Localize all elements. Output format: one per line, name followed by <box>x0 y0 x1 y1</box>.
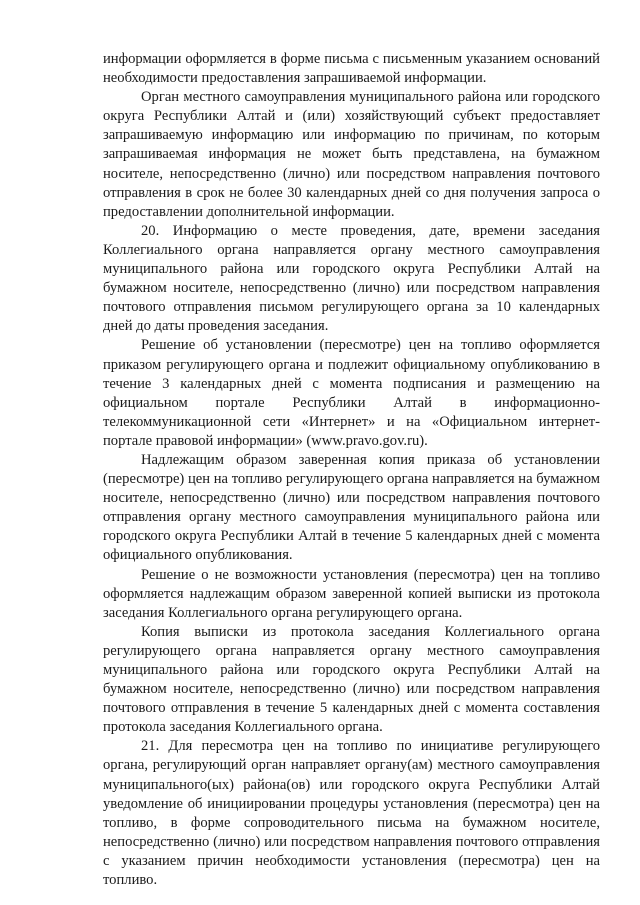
paragraph-protocol-extract: Копия выписки из протокола заседания Коллегиального органа регулирующего органа направляется органу местного самоуправления муниципального района или городского округа Республики Алтай на бумажном носителе, непосредственно (лично) или посредством направления почтового отправления в течение 5 календарных дней с момента составления протокола заседания Коллегиального органа. <box>103 623 600 736</box>
paragraph-clause-20: 20. Информацию о месте проведения, дате, времени заседания Коллегиального органа направляется органу местного самоуправления муниципального района или городского округа Республики Алтай на бумажном носителе, непосредственно (лично) или посредством направления почтового отправления письмом регулирующего органа за 10 календарных дней до даты проведения заседания. <box>103 222 600 335</box>
paragraph-impossibility-decision: Решение о не возможности установления (пересмотра) цен на топливо оформляется надлежащим образом заверенной копией выписки из протокола заседания Коллегиального органа регулирующего органа. <box>103 566 600 621</box>
document-page <box>103 50 600 890</box>
paragraph-continuation: информации оформляется в форме письма с письменным указанием оснований необходимости предоставления запрашиваемой информации. <box>103 51 600 87</box>
paragraph-local-authority-response: Орган местного самоуправления муниципального района или городского округа Республики Алтай и (или) хозяйствующий субъект предоставляет запрашиваемую информацию или информацию по причинам, по которым запрашиваемая информация не может быть представлена, на бумажном носителе, непосредственно (лично) или посредством направления почтового отправления в срок не более 30 календарных дней со дня получения запроса о предоставлении дополнительной информации. <box>103 89 600 220</box>
paragraph-clause-21: 21. Для пересмотра цен на топливо по инициативе регулирующего органа, регулирующий орган направляет органу(ам) местного самоуправления муниципального(ых) района(ов) или городского округа Республики Алтай уведомление об инициировании процедуры установления (пересмотра) цен на топливо, в форме сопроводительного письма на бумажном носителе, непосредственно (лично) или посредством направления почтового отправления с указанием причин необходимости установления (пересмотра) цен на топливо. <box>103 738 600 889</box>
paragraph-price-decision: Решение об установлении (пересмотре) цен на топливо оформляется приказом регулирующего органа и подлежит официальному опубликованию в течение 3 календарных дней с момента подписания и размещению на официальном портале Республики Алтай в информационно-телекоммуникационной сети «Интернет» и на «Официальном интернет-портале правовой информации» (www.pravo.gov.ru). <box>103 337 600 449</box>
paragraph-certified-copy: Надлежащим образом заверенная копия приказа об установлении (пересмотре) цен на топливо регулирующего органа направляется на бумажном носителе, непосредственно (лично) или посредством направления почтового отправления органу местного самоуправления муниципального района или городского округа Республики Алтай в течение 5 календарных дней с момента официального опубликования. <box>103 451 600 564</box>
